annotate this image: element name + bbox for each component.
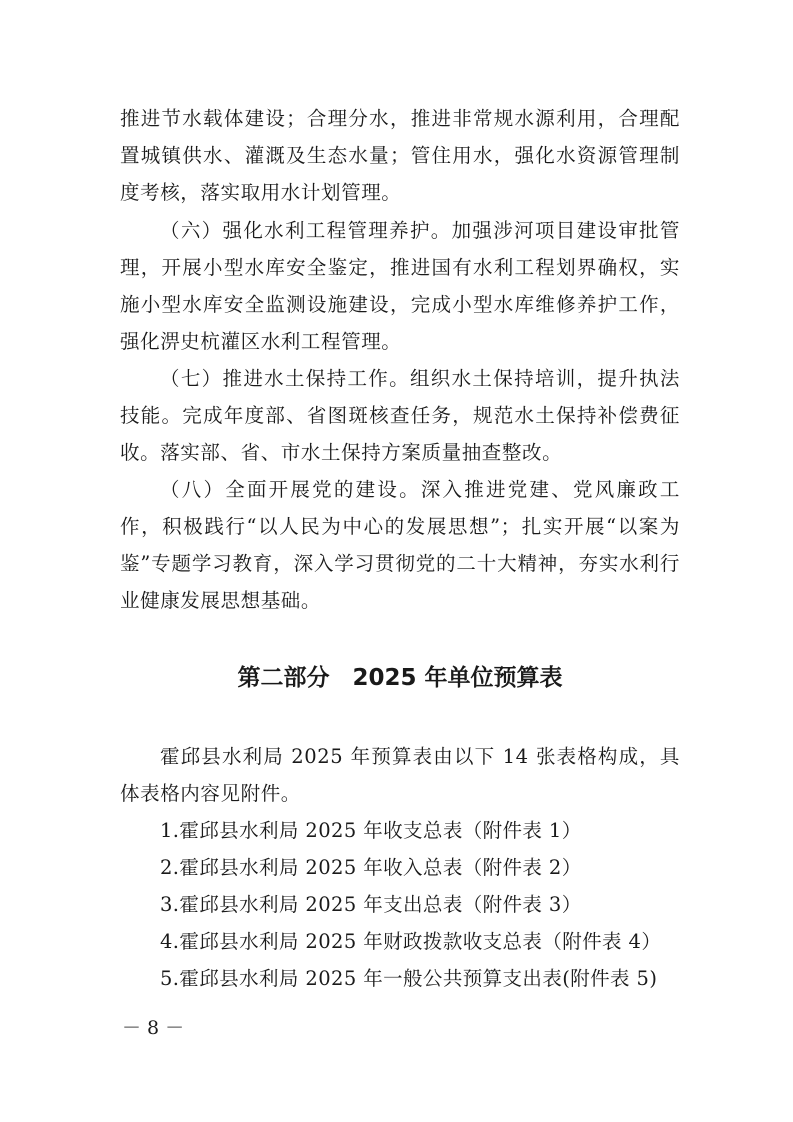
intro-paragraph: 霍邱县水利局 2025 年预算表由以下 14 张表格构成，具体表格内容见附件。: [120, 745, 680, 805]
page-number: － 8 －: [122, 1017, 185, 1039]
list-item: 4.霍邱县水利局 2025 年财政拨款收支总表（附件表 4）: [160, 930, 662, 953]
list-item: 3.霍邱县水利局 2025 年支出总表（附件表 3）: [160, 893, 582, 916]
paragraph-section-6: （六）强化水利工程管理养护。加强涉河项目建设审批管理，开展小型水库安全鉴定，推进国有水利工程划界确权，实施小型水库安全监测设施建设，完成小型水库维修养护工作，强化淠史杭灌区水利工程管理。: [120, 219, 680, 353]
paragraph-section-8: （八）全面开展党的建设。深入推进党建、党风廉政工作，积极践行“以人民为中心的发展思想”；扎实开展“以案为鉴”专题学习教育，深入学习贯彻党的二十大精神，夯实水利行业健康发展思想基础。: [120, 478, 680, 612]
list-item: 5.霍邱县水利局 2025 年一般公共预算支出表(附件表 5): [160, 967, 658, 990]
list-item: 1.霍邱县水利局 2025 年收支总表（附件表 1）: [160, 819, 582, 842]
paragraph-water-saving: 推进节水载体建设；合理分水，推进非常规水源利用，合理配置城镇供水、灌溉及生态水量；管住用水，强化水资源管理制度考核，落实取用水计划管理。: [120, 107, 680, 204]
section-heading: 第二部分 2025 年单位预算表: [237, 665, 563, 691]
attachment-list: [160, 812, 690, 997]
list-item: 2.霍邱县水利局 2025 年收入总表（附件表 2）: [160, 856, 582, 879]
paragraph-section-7: （七）推进水土保持工作。组织水土保持培训，提升执法技能。完成年度部、省图斑核查任务，规范水土保持补偿费征收。落实部、省、市水土保持方案质量抽查整改。: [120, 367, 680, 464]
